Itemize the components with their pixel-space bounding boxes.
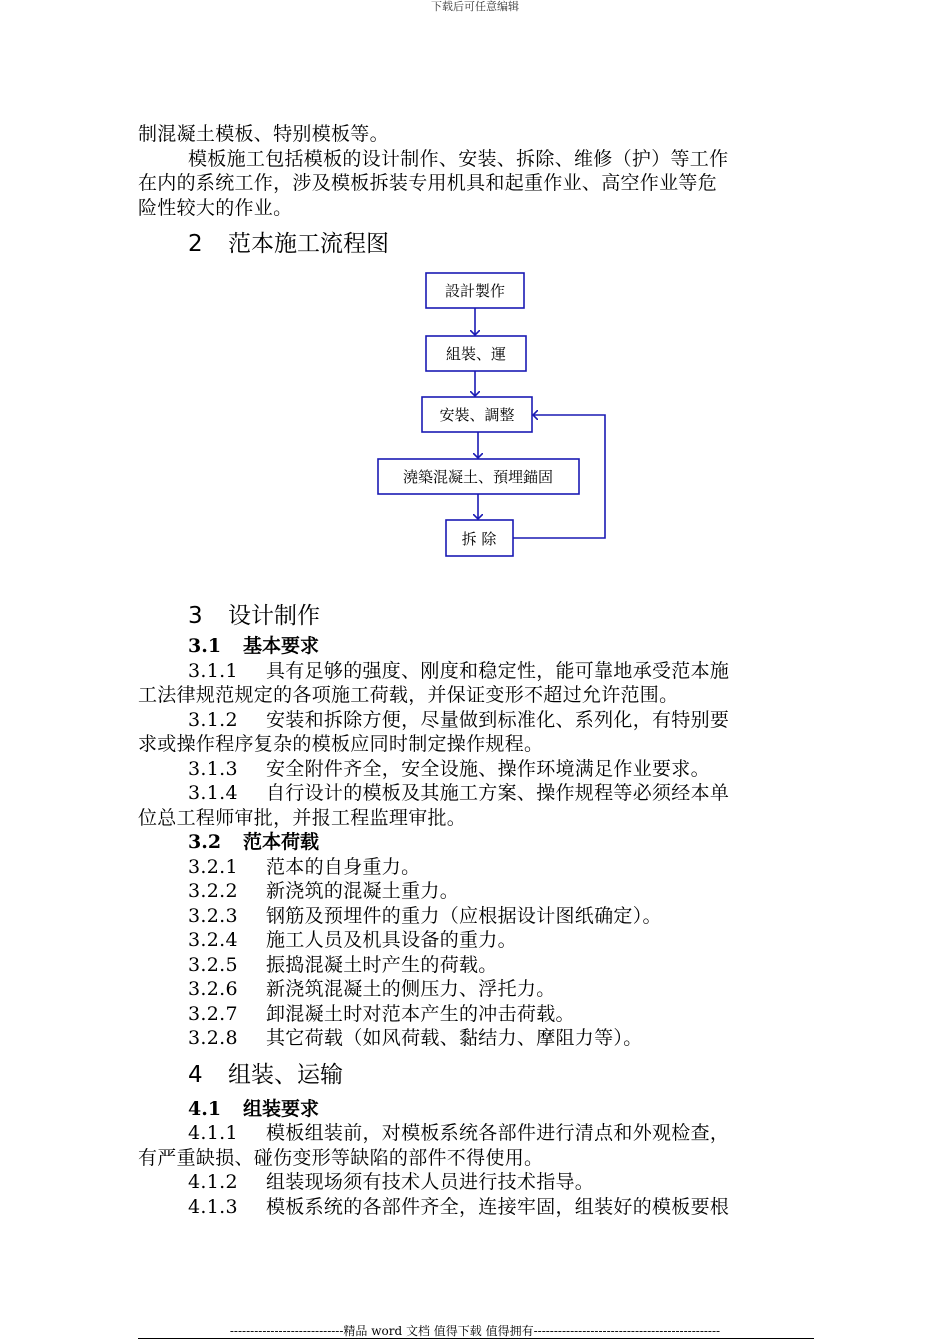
list-3-2 — [138, 855, 814, 1051]
list-item — [138, 659, 814, 684]
list-item — [138, 928, 814, 953]
flow-step-remove — [446, 520, 513, 556]
list-item — [138, 708, 814, 733]
item-text: 模板系统的各部件齐全，连接牢固，组装好的模板要根 — [266, 1195, 730, 1218]
item-text: 施工人员及机具设备的重力。 — [266, 929, 517, 951]
list-item — [138, 1026, 814, 1051]
list-item-continued: 位总工程师审批，并报工程监理审批。 — [138, 806, 467, 829]
list-item — [138, 879, 814, 904]
section-3-heading — [138, 602, 814, 630]
flow-step-assemble — [426, 336, 526, 371]
flowchart — [138, 258, 814, 602]
list-item — [138, 904, 814, 929]
item-text: 新浇筑的混凝土重力。 — [266, 880, 460, 902]
list-item-continued: 工法律规范规定的各项施工荷载，并保证变形不超过允许范围。 — [138, 684, 679, 706]
list-item — [138, 781, 814, 806]
flow-step-label: 安裝、調整 — [439, 406, 515, 424]
item-text: 钢筋及预埋件的重力（应根据设计图纸确定）。 — [266, 904, 662, 927]
item-text: 模板组装前，对模板系统各部件进行清点和外观检查， — [266, 1122, 730, 1144]
item-number: 3.2.8 — [188, 1027, 238, 1049]
list-item — [138, 1121, 814, 1146]
flow-step-pour — [378, 459, 579, 494]
item-number: 4.1.1 — [188, 1122, 238, 1144]
item-number: 4.1.2 — [188, 1171, 238, 1193]
item-number: 3.1.2 — [188, 708, 238, 731]
paragraph-top: 制混凝土模板、特别模板等。 — [138, 123, 389, 145]
subsection-3-1-heading — [138, 634, 814, 659]
item-number: 3.2.5 — [188, 953, 238, 976]
item-number: 3.1.1 — [188, 659, 238, 682]
list-3-1 — [138, 659, 814, 831]
item-text: 卸混凝土时对范本产生的冲击荷载。 — [266, 1002, 575, 1025]
list-item-continued: 有严重缺损、碰伤变形等缺陷的部件不得使用。 — [138, 1146, 544, 1169]
subsection-3-2-heading — [138, 830, 814, 855]
item-text: 范本的自身重力。 — [266, 855, 421, 878]
page-header: 下载后可任意编辑 — [431, 0, 519, 13]
section-2-heading — [138, 230, 814, 258]
flow-step-install — [422, 397, 532, 432]
item-number: 3.1.4 — [188, 782, 238, 804]
section-4-heading — [138, 1061, 814, 1089]
item-text: 自行设计的模板及其施工方案、操作规程等必须经本单 — [266, 782, 730, 804]
flowchart-svg — [138, 258, 814, 602]
item-text: 安装和拆除方便，尽量做到标准化、系列化，有特别要 — [266, 708, 730, 731]
item-number: 3.2.6 — [188, 978, 238, 1000]
section-title: 组装、运输 — [228, 1061, 343, 1088]
item-text: 其它荷载（如风荷载、黏结力、摩阻力等）。 — [266, 1027, 643, 1049]
paragraph-intro-line1: 模板施工包括模板的设计制作、安装、拆除、维修（护）等工作 — [188, 147, 729, 170]
section-number: 2 — [188, 231, 203, 257]
list-item — [138, 1002, 814, 1027]
item-text: 组装现场须有技术人员进行技术指导。 — [266, 1171, 595, 1193]
page-footer: ----------------------------精品 word 文档 值得下载 值得拥有---------------------------------------------- — [229, 1324, 721, 1338]
item-number: 3.2.7 — [188, 1002, 238, 1025]
list-item-continued: 求或操作程序复杂的模板应同时制定操作规程。 — [138, 733, 544, 755]
paragraph-intro-line3: 险性较大的作业。 — [138, 196, 293, 219]
section-number: 4 — [188, 1061, 203, 1088]
item-number: 3.1.3 — [188, 757, 238, 780]
list-item — [138, 1195, 814, 1220]
item-number: 3.2.3 — [188, 904, 238, 927]
list-4-1 — [138, 1121, 814, 1219]
subsection-number: 3.2 — [188, 831, 222, 853]
subsection-title: 基本要求 — [243, 635, 320, 657]
subsection-4-1-heading — [138, 1097, 814, 1122]
section-title: 范本施工流程图 — [228, 231, 389, 257]
item-text: 具有足够的强度、刚度和稳定性，能可靠地承受范本施 — [266, 659, 730, 682]
paragraph-intro-line2: 在内的系统工作，涉及模板拆装专用机具和起重作业、高空作业等危 — [138, 172, 718, 194]
flow-step-label: 澆築混凝土、預埋錨固 — [402, 468, 554, 486]
subsection-title: 范本荷载 — [243, 831, 320, 853]
item-text: 振捣混凝土时产生的荷载。 — [266, 953, 498, 976]
item-number: 3.2.4 — [188, 929, 238, 951]
list-item — [138, 977, 814, 1002]
subsection-title: 组装要求 — [243, 1097, 320, 1120]
document-body — [138, 122, 814, 1219]
footer-divider — [138, 1338, 814, 1339]
flow-step-design — [426, 273, 524, 308]
list-item — [138, 855, 814, 880]
item-number: 3.2.1 — [188, 855, 238, 878]
subsection-number: 4.1 — [188, 1097, 222, 1120]
item-number: 4.1.3 — [188, 1195, 238, 1218]
list-item — [138, 953, 814, 978]
item-number: 3.2.2 — [188, 880, 238, 902]
flow-step-label: 組裝、運 — [445, 345, 507, 363]
item-text: 安全附件齐全，安全设施、操作环境满足作业要求。 — [266, 757, 710, 780]
list-item — [138, 757, 814, 782]
section-number: 3 — [188, 603, 203, 629]
subsection-number: 3.1 — [188, 635, 222, 657]
list-item — [138, 1170, 814, 1195]
flow-step-label: 拆 除 — [461, 530, 497, 548]
section-title: 设计制作 — [228, 603, 320, 629]
item-text: 新浇筑混凝土的侧压力、浮托力。 — [266, 978, 556, 1000]
flow-step-label: 設計製作 — [444, 282, 506, 300]
